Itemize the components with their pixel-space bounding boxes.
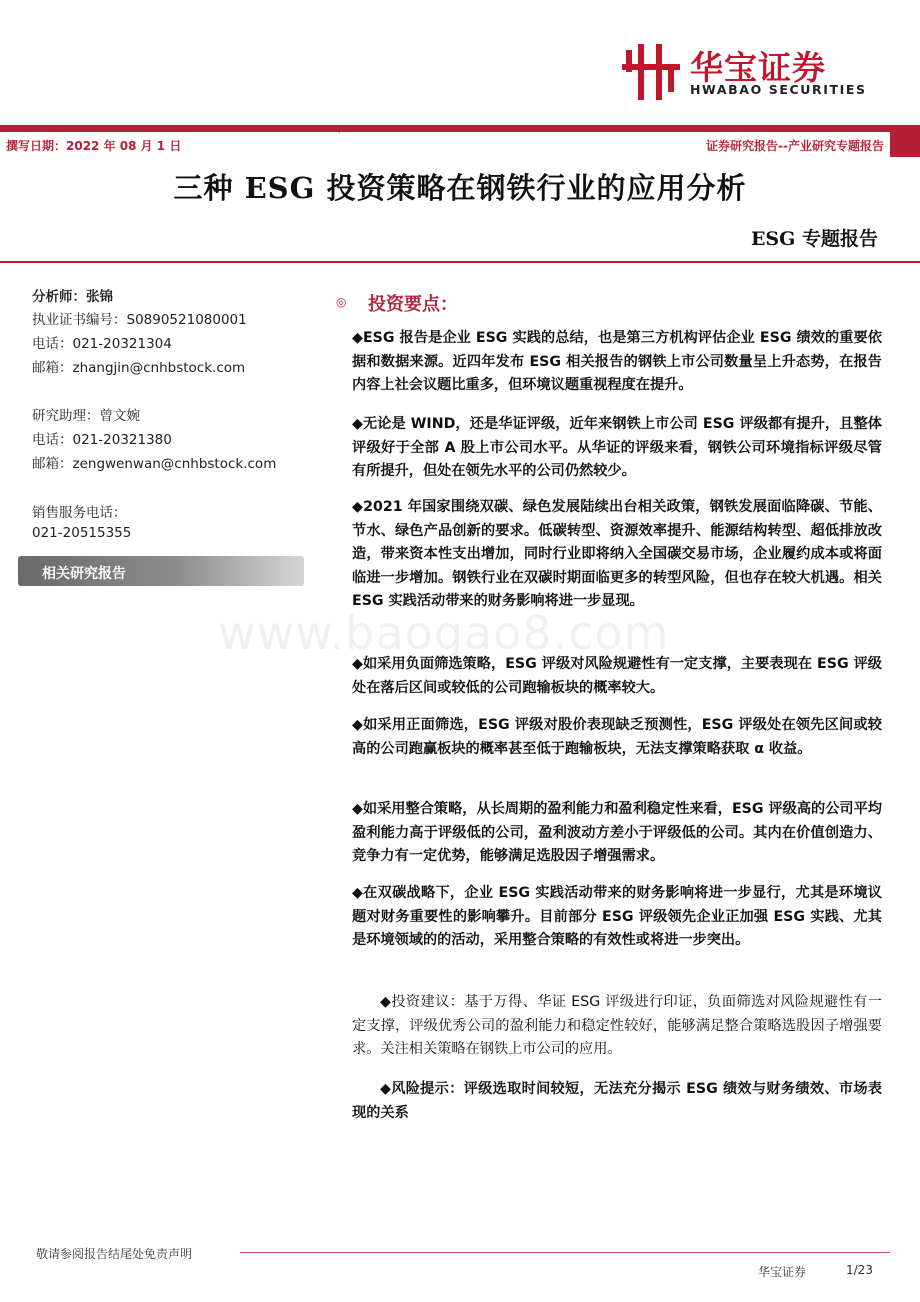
analyst-name: 分析师：张锦 [32,289,113,305]
footer-disclaimer: 敬请参阅报告结尾处免责声明 [36,1247,193,1261]
analyst-phone: 电话：021-20321304 [32,336,172,352]
key-point-6: ◆如采用整合策略，从长周期的盈利能力和盈利稳定性来看，ESG 评级高的公司平均盈利能力高于评级低的公司，盈利波动方差小于评级低的公司。其内在价值创造力、竞争力有一定优势，能够满足选股因子增强需求。 [352,801,882,864]
target-icon: ◎ [336,295,347,309]
risk-warning: ◆风险提示：评级选取时间较短，无法充分揭示 ESG 绩效与财务绩效、市场表现的关系 [352,1081,882,1121]
watermark: www.baogao8.com [218,606,670,660]
key-points-title: 投资要点： [368,294,458,315]
page-number: 1/23 [846,1263,873,1277]
title-divider [0,261,920,263]
assistant-name: 研究助理：曾文婉 [32,408,140,424]
footer-divider [240,1252,890,1253]
key-point-1: ◆ESG 报告是企业 ESG 实践的总结，也是第三方机构评估企业 ESG 绩效的重要依据和数据来源。近四年发布 ESG 相关报告的钢铁上市公司数量呈上升态势，在报告内容上社会议题比重多，但环境议题重视程度在提升。 [352,330,882,393]
analyst-email[interactable]: 邮箱：zhangjin@cnhbstock.com [32,360,246,376]
page-subtitle: ESG 专题报告 [750,228,878,250]
related-reports-label: 相关研究报告 [42,566,126,582]
key-point-2: ◆无论是 WIND，还是华证评级，近年来钢铁上市公司 ESG 评级都有提升，且整体评级好于全部 A 股上市公司水平。从华证的评级来看，钢铁公司环境指标评级尽管有所提升，但处在领先水平的公司仍然较少。 [352,416,882,479]
logo-text-en: HWABAO SECURITIES [690,82,867,97]
key-point-4: ◆如采用负面筛选策略，ESG 评级对风险规避性有一定支撑，主要表现在 ESG 评级处在落后区间或较低的公司跑输板块的概率较大。 [352,656,882,696]
key-point-7: ◆在双碳战略下，企业 ESG 实践活动带来的财务影响将进一步显行，尤其是环境议题对财务重要性的影响攀升。目前部分 ESG 评级领先企业正加强 ESG 实践、尤其是环境领域的的活动，采用整合策略的有效性或将进一步突出。 [352,885,882,948]
sales-phone: 021-20515355 [32,525,132,541]
assistant-email[interactable]: 邮箱：zengwenwan@cnhbstock.com [32,456,277,472]
investment-advice: ◆投资建议：基于万得、华证 ESG 评级进行印证，负面筛选对风险规避性有一定支撑，评级优秀公司的盈利能力和稳定性较好，能够满足整合策略选股因子增强要求。关注相关策略在钢铁上市公司的应用。 [352,994,882,1057]
sales-label: 销售服务电话： [32,505,127,521]
page-title: 三种 ESG 投资策略在钢铁行业的应用分析 [173,171,747,205]
analyst-cert: 执业证书编号：S0890521080001 [32,312,247,328]
hwabao-logo-icon [620,40,684,102]
report-date: 撰写日期：2022 年 08 月 1 日 [6,139,182,153]
key-point-5: ◆如采用正面筛选，ESG 评级对股价表现缺乏预测性，ESG 评级处在领先区间或较高的公司跑赢板块的概率甚至低于跑输板块，无法支撑策略获取 α 收益。 [352,717,882,757]
report-category: 证券研究报告--产业研究专题报告 [706,139,884,153]
logo-text-cn: 华宝证券 [690,48,826,87]
assistant-phone: 电话：021-20321380 [32,432,172,448]
footer-company: 华宝证券 [758,1265,807,1279]
key-point-3: ◆2021 年国家围绕双碳、绿色发展陆续出台相关政策，钢铁发展面临降碳、节能、节水、绿色产品创新的要求。低碳转型、资源效率提升、能源结构转型、超低排放改造，带来资本性支出增加，同时行业即将纳入全国碳交易市场，企业履约成本或将面临进一步增加。钢铁行业在双碳时期面临更多的转型风险，但也存在较大机遇。相关 ESG 实践活动带来的财务影响将进一步显现。 [352,499,882,609]
